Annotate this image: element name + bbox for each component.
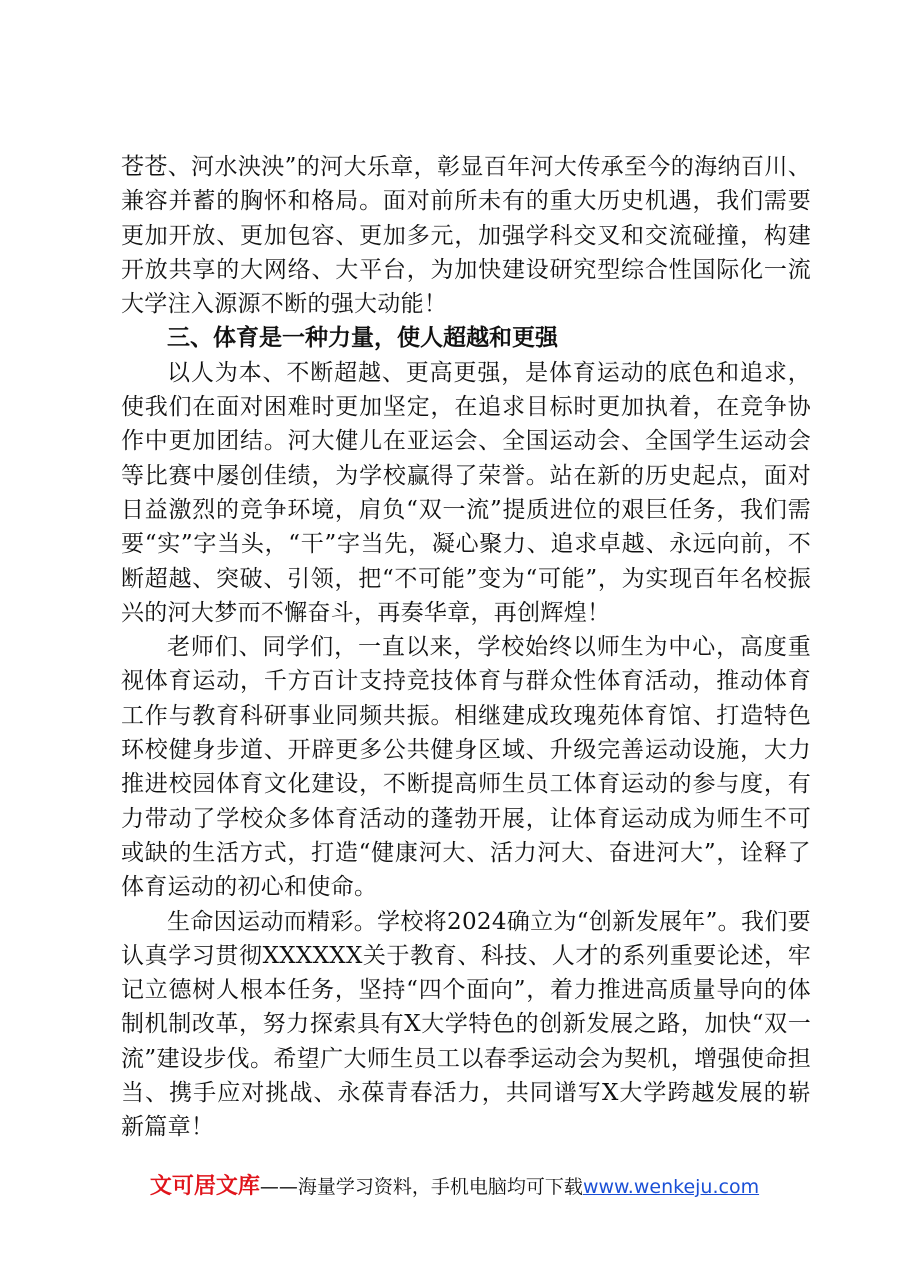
paragraph-school-sports: 老师们、同学们，一直以来，学校始终以师生为中心，高度重视体育运动，千方百计支持竞技体育与群众性体育活动，推动体育工作与教育科研事业同频共振。相继建成玫瑰苑体育馆、打造特色环校健身步道、开辟更多公共健身区域、升级完善运动设施，大力推进校园体育文化建设，不断提高师生员工体育运动的参与度，有力带动了学校众多体育活动的蓬勃开展，让体育运动成为师生不可或缺的生活方式，打造“健康河大、活力河大、奋进河大”，诠释了体育运动的初心和使命。: [121, 634, 811, 901]
paragraph-innovation-year: 生命因运动而精彩。学校将2024确立为“创新发展年”。我们要认真学习贯彻XXXXXX关于教育、科技、人才的系列重要论述，牢记立德树人根本任务，坚持“四个面向”，着力推进高质量导向的体制机制改革，努力探索具有X大学特色的创新发展之路，加快“双一流”建设步伐。希望广大师生员工以春季运动会为契机，增强使命担当、携手应对挑战、永葆青春活力，共同谱写X大学跨越发展的崭新篇章！: [121, 908, 811, 1141]
paragraph-sport-power: 以人为本、不断超越、更高更强，是体育运动的底色和追求，使我们在面对困难时更加坚定，在追求目标时更加执着，在竞争协作中更加团结。河大健儿在亚运会、全国运动会、全国学生运动会等比赛中屡创佳绩，为学校赢得了荣誉。站在新的历史起点，面对日益激烈的竞争环境，肩负“双一流”提质进位的艰巨任务，我们需要“实”字当头，“干”字当先，凝心聚力、追求卓越、永远向前，不断超越、突破、引领，把“不可能”变为“可能”，为实现百年名校振兴的河大梦而不懈奋斗，再奏华章，再创辉煌！: [121, 359, 811, 626]
footer-tagline: ——海量学习资料，手机电脑均可下载: [259, 1176, 583, 1198]
section-heading: 三、体育是一种力量，使人超越和更强: [167, 325, 558, 352]
document-body: [121, 150, 811, 1145]
footer-banner: [0, 1173, 909, 1201]
footer-site-link[interactable]: www.wenkeju.com: [582, 1176, 760, 1198]
paragraph-continuation: 苍苍、河水泱泱”的河大乐章，彰显百年河大传承至今的海纳百川、兼容并蓄的胸怀和格局。面对前所未有的重大历史机遇，我们需要更加开放、更加包容、更加多元，加强学科交叉和交流碰撞，构建开放共享的大网络、大平台，为加快建设研究型综合性国际化一流大学注入源源不断的强大动能！: [121, 154, 811, 318]
footer-brand: 文可居文库: [149, 1174, 260, 1199]
